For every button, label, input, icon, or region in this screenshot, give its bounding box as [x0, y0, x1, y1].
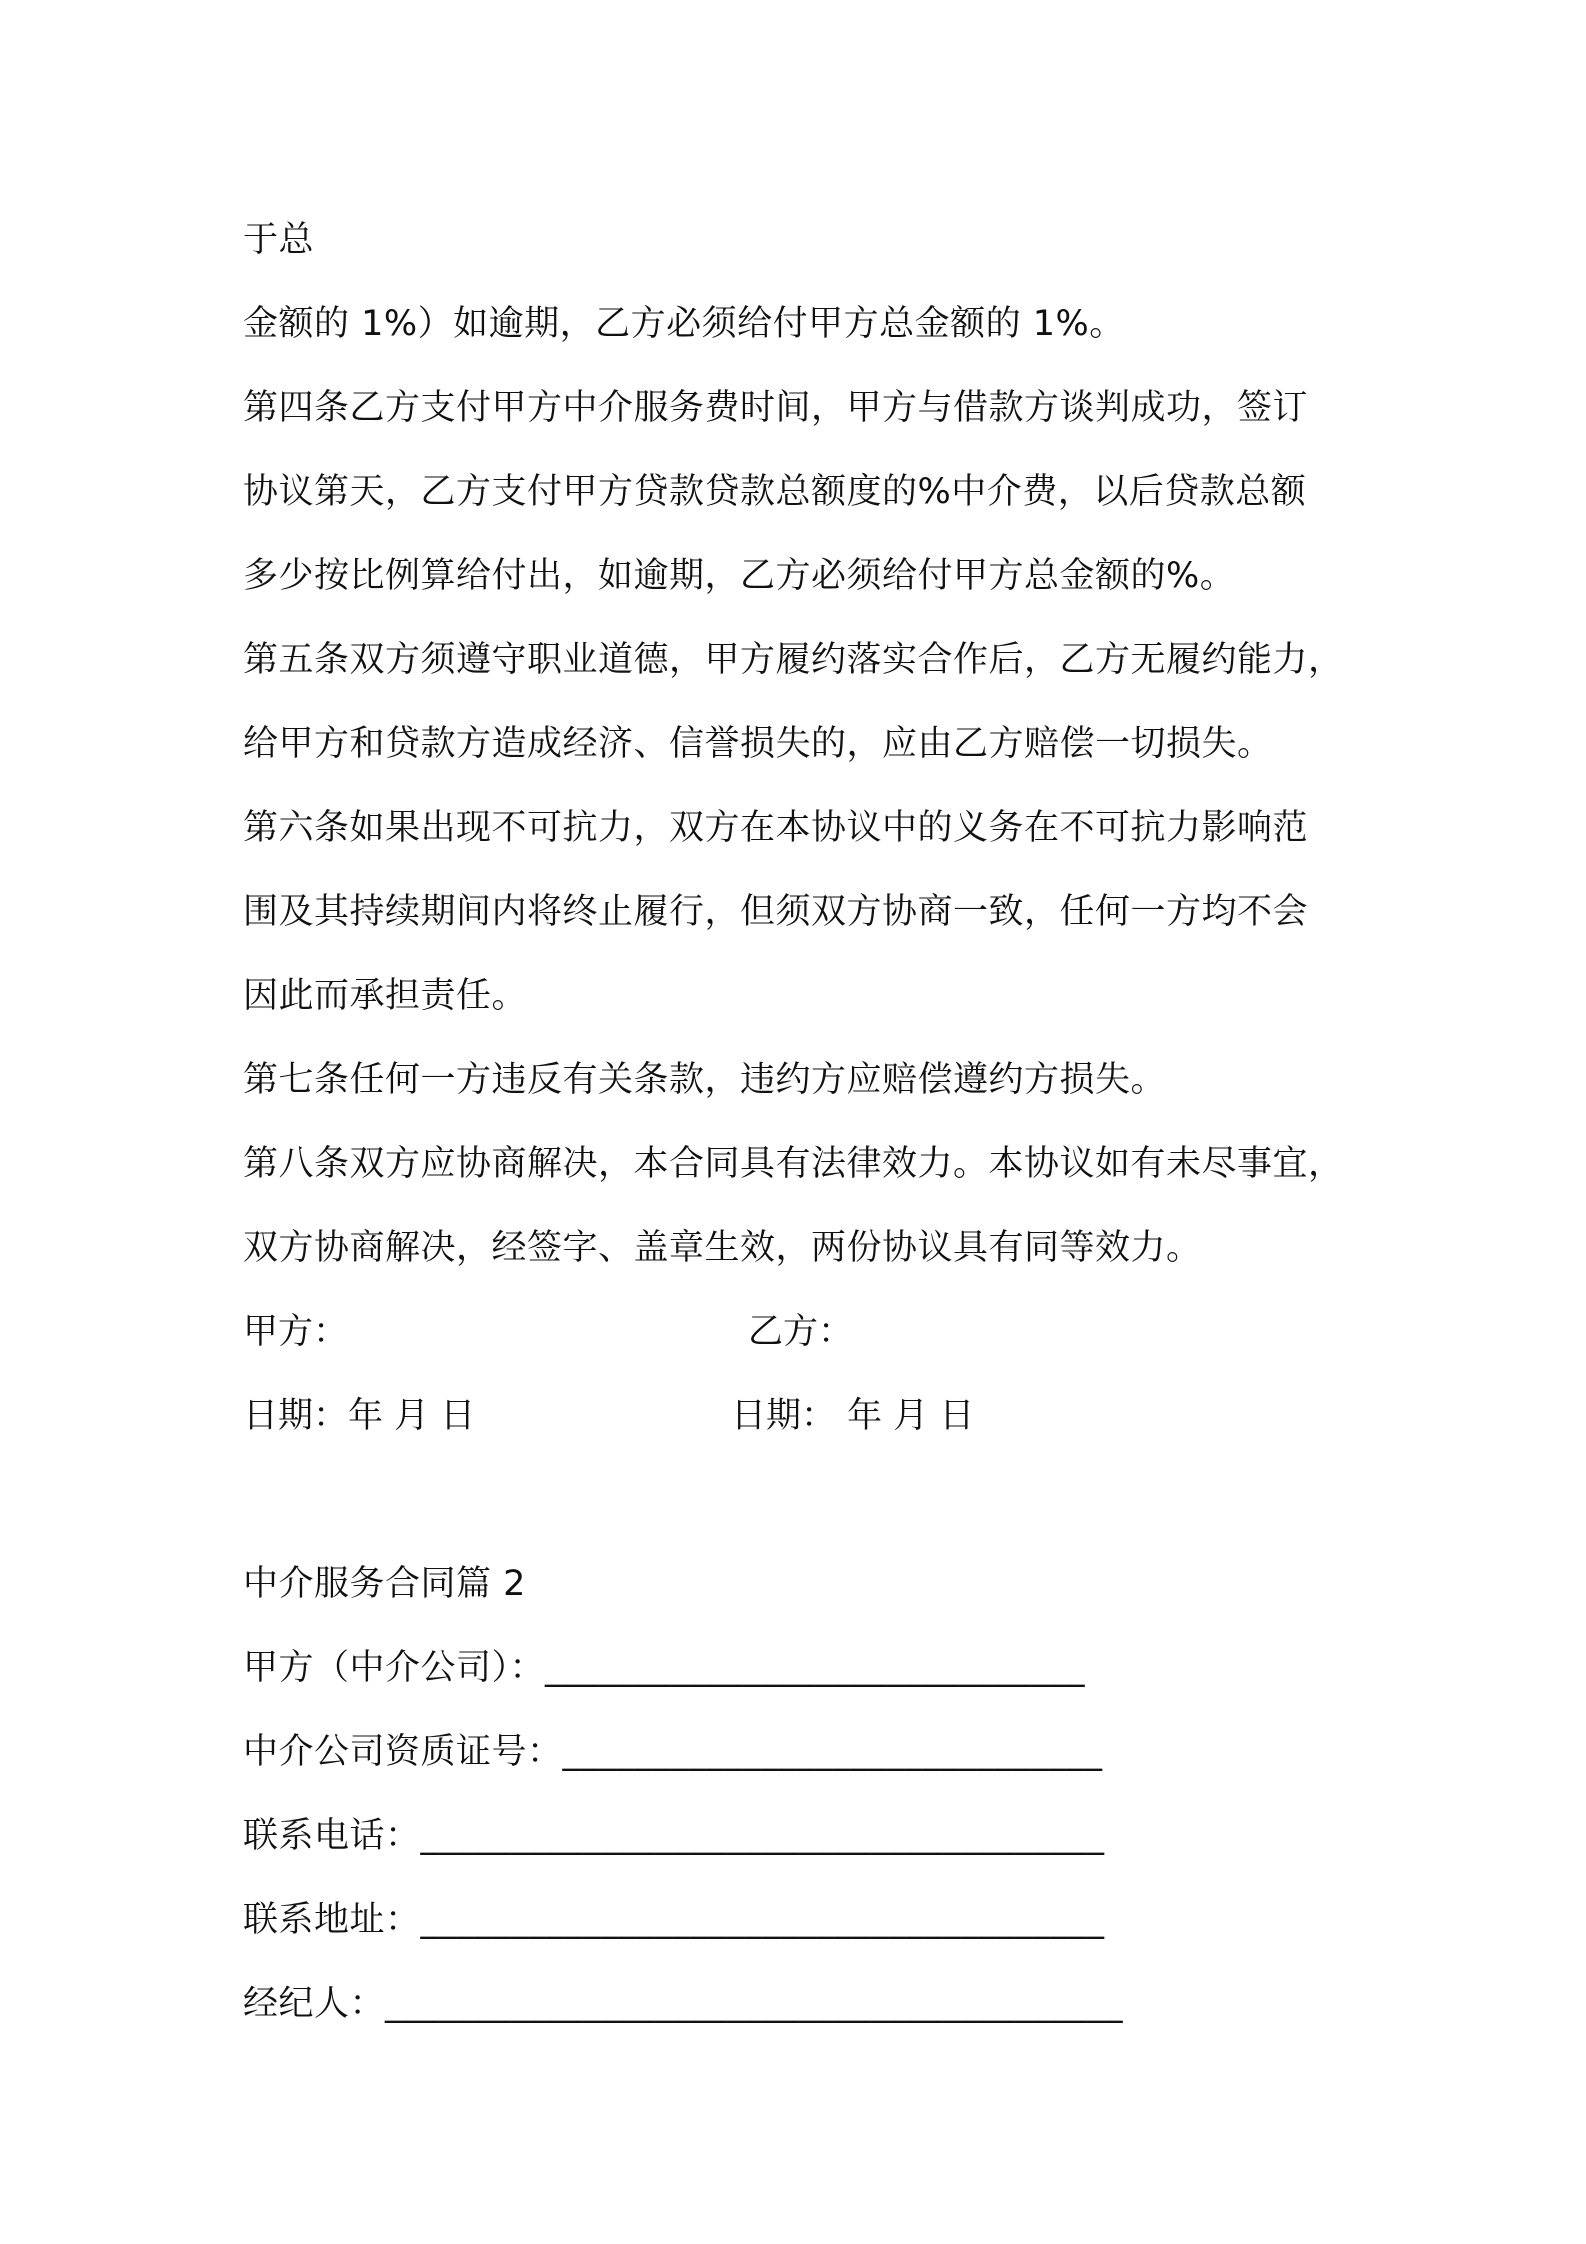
signature-row [243, 1290, 1363, 1374]
text-line: 协议第天，乙方支付甲方贷款贷款总额度的%中介费，以后贷款总额 [243, 472, 1307, 512]
section-spacer [243, 1458, 1363, 1542]
text-line: 金额的 1%）如逾期，乙方必须给付甲方总金额的 1%。 [243, 304, 1125, 344]
text-line: 围及其持续期间内将终止履行，但须双方协商一致，任何一方均不会 [243, 892, 1309, 932]
agent-field: 经纪人：_________________________________________ [243, 1984, 1124, 2024]
party-a-company-field: 甲方（中介公司）：______________________________ [243, 1648, 1086, 1688]
text-line: 因此而承担责任。 [243, 976, 528, 1016]
text-line: 双方协商解决，经签字、盖章生效，两份协议具有同等效力。 [243, 1228, 1202, 1268]
section-2-title: 中介服务合同篇 2 [243, 1564, 526, 1604]
text-line: 多少按比例算给付出，如逾期，乙方必须给付甲方总金额的%。 [243, 556, 1236, 596]
article-7-line: 第七条任何一方违反有关条款，违约方应赔偿遵约方损失。 [243, 1060, 1167, 1100]
text-line: 于总 [243, 220, 315, 260]
party-b-signature-label: 乙方： [748, 1312, 854, 1352]
article-6-line: 第六条如果出现不可抗力，双方在本协议中的义务在不可抗力影响范 [243, 808, 1309, 848]
article-4-line: 第四条乙方支付甲方中介服务费时间，甲方与借款方谈判成功，签订 [243, 388, 1309, 428]
text-line: 给甲方和贷款方造成经济、信誉损失的，应由乙方赔偿一切损失。 [243, 724, 1273, 764]
date-row [243, 1374, 1363, 1458]
contact-address-field: 联系地址：______________________________________ [243, 1900, 1105, 1940]
party-a-date-label: 日期：年 月 日 [243, 1396, 476, 1436]
party-b-date-label: 日期： 年 月 日 [731, 1396, 975, 1436]
article-5-line: 第五条双方须遵守职业道德，甲方履约落实合作后，乙方无履约能力， [243, 640, 1344, 680]
document-body [243, 198, 1363, 2046]
article-8-line: 第八条双方应协商解决，本合同具有法律效力。本协议如有未尽事宜， [243, 1144, 1344, 1184]
qualification-number-field: 中介公司资质证号：______________________________ [243, 1732, 1103, 1772]
party-a-signature-label: 甲方： [243, 1312, 349, 1352]
contact-phone-field: 联系电话：______________________________________ [243, 1816, 1105, 1856]
